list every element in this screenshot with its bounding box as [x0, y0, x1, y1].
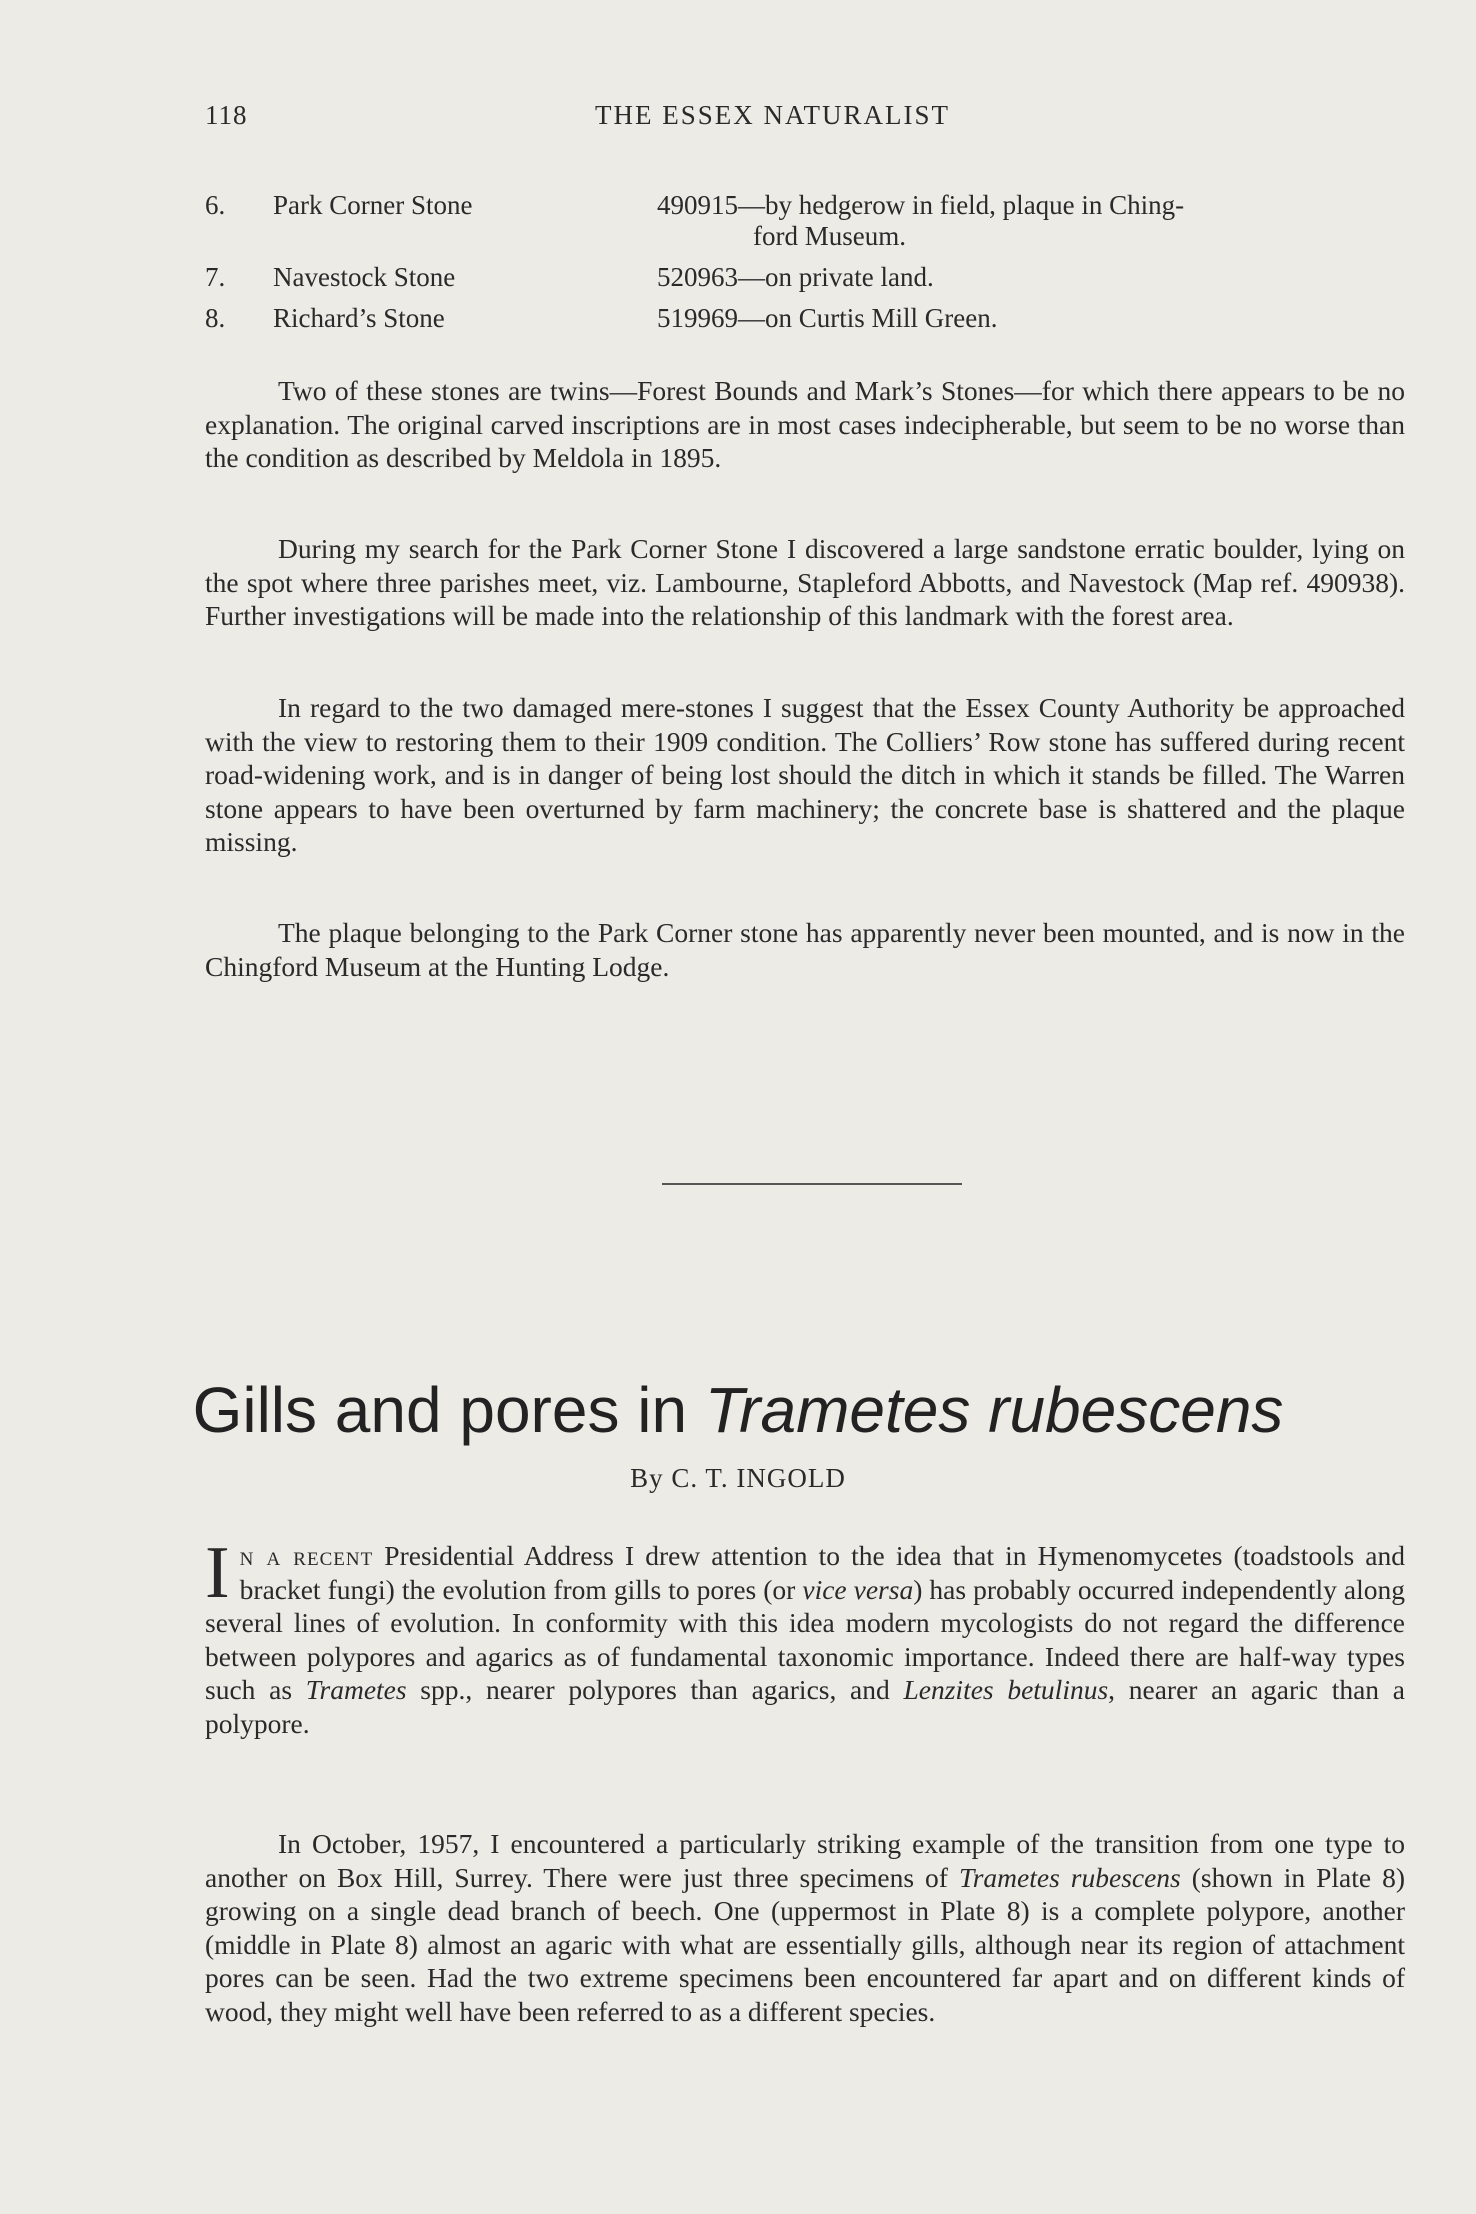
text-run: ) has probably occurred independently along several lines of evolution. In conformity with this idea modern mycologists do not regard the difference between polypores and agarics as of fundamental taxonomic importance. Indeed there are half-way types such as: [205, 1573, 1405, 1705]
article-title: [0, 1370, 1476, 1450]
stone-description-line: 520963—on private land.: [657, 262, 934, 292]
small-caps-lead: n a recent: [239, 1540, 374, 1571]
italic-run: Trametes: [305, 1674, 407, 1705]
stone-description-continued: ford Museum.: [753, 221, 906, 251]
paragraph-erratic-boulder: During my search for the Park Corner Stone I discovered a large sandstone erratic boulder, lying on the spot where three parishes meet, viz. Lambourne, Stapleford Abbotts, and Navestock (Map ref. 490938). Further investigations will be made into the relationship of this landmark with the forest area.: [205, 533, 1405, 631]
stone-description: [657, 262, 1407, 293]
stone-list: [205, 190, 1405, 344]
page-number: 118: [205, 100, 248, 130]
article-byline: By C. T. INGOLD: [630, 1463, 846, 1493]
stone-description-line: 490915—by hedgerow in field, plaque in Ching-: [657, 190, 1185, 220]
section-divider: [662, 1183, 962, 1185]
text-run: spp., nearer polypores than agarics, and: [406, 1674, 904, 1705]
article-title-italic: Trametes rubescens: [704, 1374, 1284, 1446]
stone-item: [205, 190, 1405, 252]
paragraph-intro: [205, 1532, 1405, 1740]
stone-index: 6.: [205, 190, 226, 220]
stone-name: Richard’s Stone: [273, 303, 445, 333]
stone-description: [657, 190, 1407, 252]
text-run: (shown in Plate 8) growing on a single dead branch of beech. One (uppermost in Plate 8) is a complete polypore, another (middle in Plate 8) almost an agaric with what are essentially gills, although near its region of attachment pores can be seen. Had the two extreme specimens been encountered far apart and on different kinds of wood, they might well have been referred to as a different species.: [205, 1861, 1405, 2027]
stone-description-line: 519969—on Curtis Mill Green.: [657, 303, 998, 333]
running-head: [205, 100, 1405, 140]
stone-name: Park Corner Stone: [273, 190, 473, 220]
stone-index: 8.: [205, 303, 226, 333]
text-run: , nearer an agaric than a polypore.: [205, 1674, 1405, 1739]
paragraph-damaged-stones: In regard to the two damaged mere-stones I suggest that the Essex County Authority be approached with the view to restoring them to their 1909 condition. The Colliers’ Row stone has suffered during recent road-widening work, and is in danger of being lost should the ditch in which it stands be filled. The Warren stone appears to have been overturned by farm machinery; the concrete base is shattered and the plaque missing.: [205, 692, 1405, 857]
italic-run: Trametes rubescens: [958, 1861, 1181, 1893]
italic-run: Lenzites betulinus: [903, 1674, 1109, 1705]
stone-name: Navestock Stone: [273, 262, 456, 292]
text-run: In October, 1957, I encountered a particularly striking example of the transition from one type to another on Box Hill, Surrey. There were just three specimens of: [205, 1828, 1405, 1893]
paragraph-plaque: The plaque belonging to the Park Corner stone has apparently never been mounted, and is now in the Chingford Museum at the Hunting Lodge.: [205, 917, 1405, 982]
stone-index: 7.: [205, 262, 226, 292]
italic-run: vice versa: [802, 1573, 914, 1605]
journal-title: THE ESSEX NATURALIST: [595, 100, 950, 130]
text-run: Presidential Address I drew attention to the idea that in Hymenomycetes (toadstools and bracket fungi) the evolution from gills to pores (or: [239, 1540, 1405, 1605]
stone-item: [205, 262, 1405, 293]
paragraph-twin-stones: Two of these stones are twins—Forest Bounds and Mark’s Stones—for which there appears to be no explanation. The original carved inscriptions are in most cases indecipherable, but seem to be no worse than the condition as described by Meldola in 1895.: [205, 375, 1405, 473]
paragraph-box-hill: [205, 1827, 1405, 2028]
drop-cap: I: [205, 1532, 230, 1614]
stone-item: [205, 303, 1405, 334]
stone-description: [657, 303, 1407, 334]
article-title-plain: Gills and pores in: [192, 1374, 705, 1446]
